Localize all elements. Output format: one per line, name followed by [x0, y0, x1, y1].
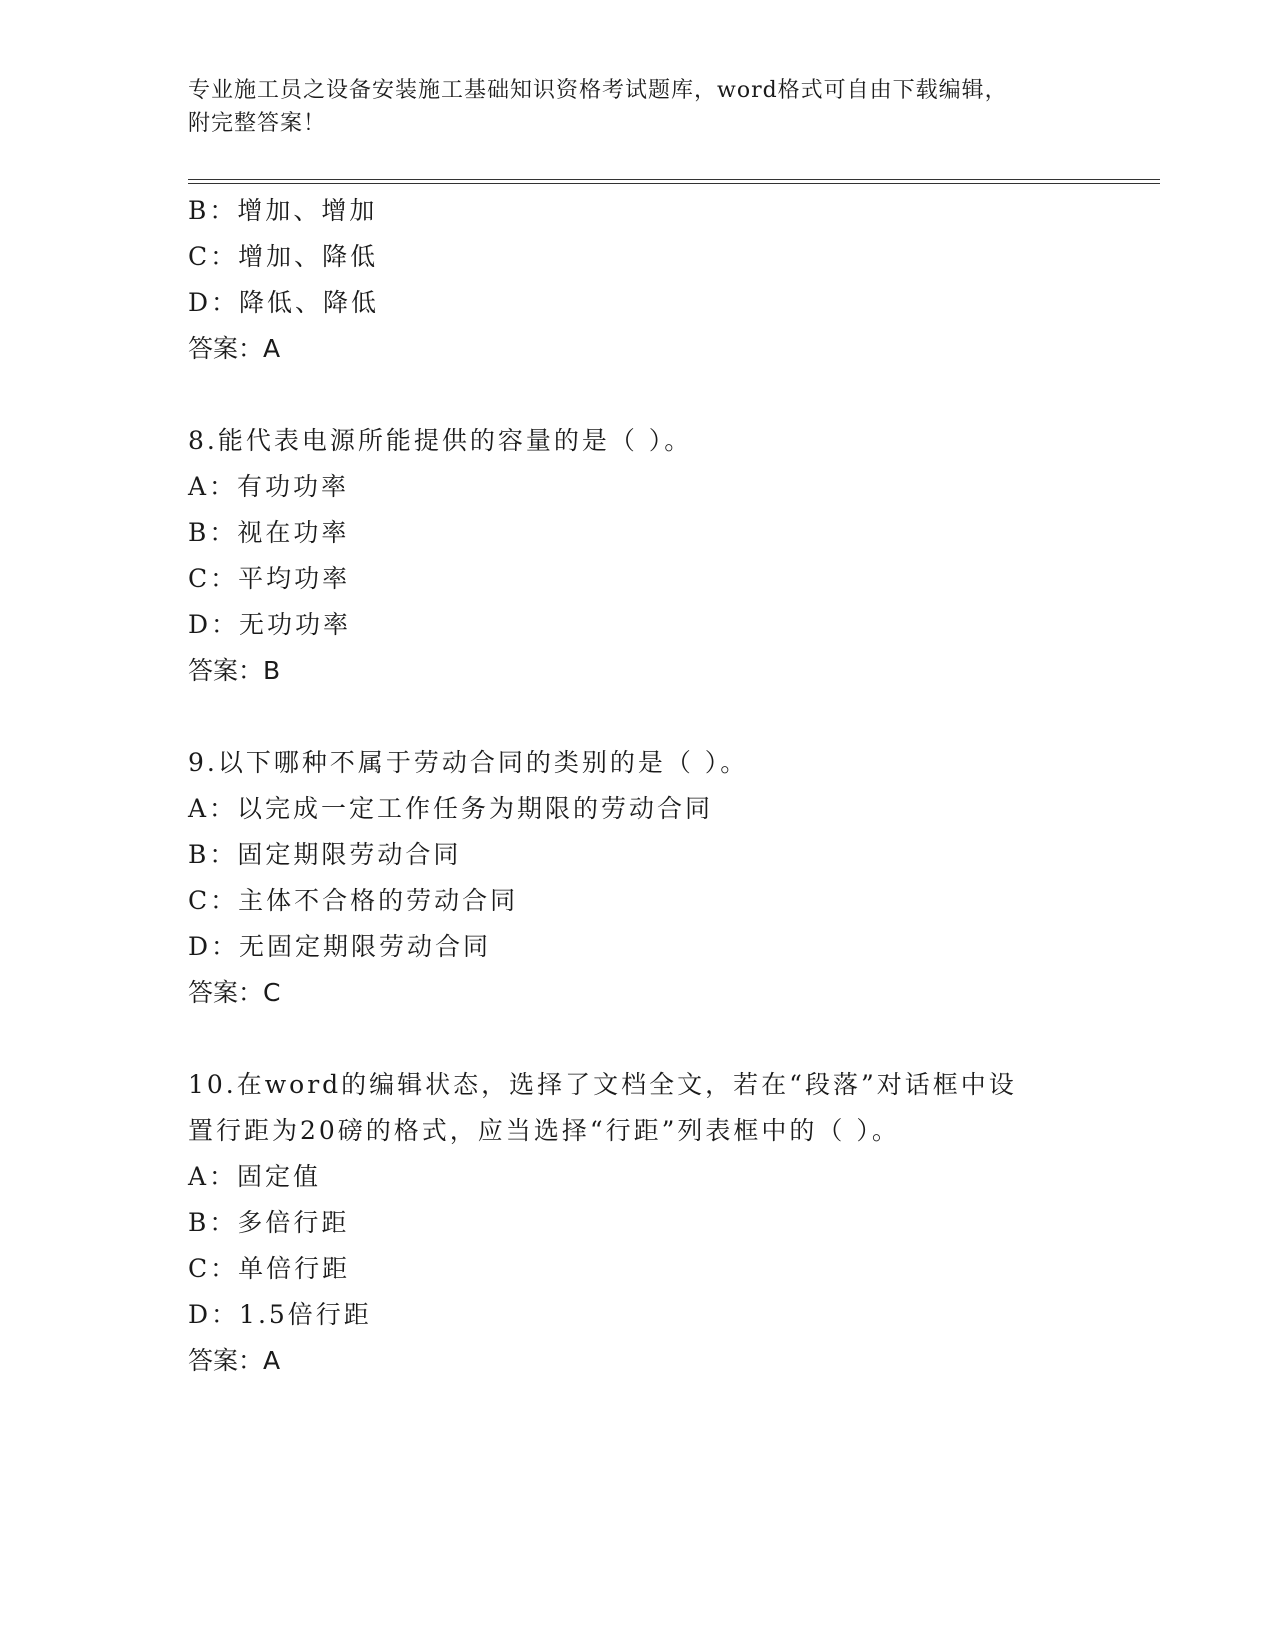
option-d: D：降低、降低: [188, 288, 380, 317]
option-a: A：固定值: [188, 1162, 322, 1191]
question-text: 8.能代表电源所能提供的容量的是（ ）。: [188, 426, 693, 455]
document-header: [188, 74, 1068, 140]
answer-line: 答案：B: [188, 656, 281, 685]
option-a: A：以完成一定工作任务为期限的劳动合同: [188, 794, 714, 823]
answer-line: 答案：A: [188, 334, 281, 363]
spacer: [188, 694, 1088, 740]
option-d: D：1.5倍行距: [188, 1300, 372, 1329]
header-line-2: 附完整答案！: [188, 111, 327, 136]
question-9: [188, 740, 1088, 1016]
answer-line: 答案：A: [188, 1346, 281, 1375]
option-a: A：有功功率: [188, 472, 350, 501]
option-c: C：主体不合格的劳动合同: [188, 886, 519, 915]
spacer: [188, 1016, 1088, 1062]
question-text-line-1: 10.在word的编辑状态，选择了文档全文，若在“段落”对话框中设: [188, 1070, 1017, 1099]
option-b: B：多倍行距: [188, 1208, 350, 1237]
option-b: B：固定期限劳动合同: [188, 840, 462, 869]
question-8: [188, 418, 1088, 694]
option-c: C：平均功率: [188, 564, 351, 593]
option-c: C：增加、降低: [188, 242, 379, 271]
answer-line: 答案：C: [188, 978, 281, 1007]
header-line-1: 专业施工员之设备安装施工基础知识资格考试题库，word格式可自由下载编辑，: [188, 78, 1008, 103]
question-list: [188, 188, 1088, 1384]
option-b: B：增加、增加: [188, 196, 378, 225]
option-b: B：视在功率: [188, 518, 350, 547]
header-divider-top: [188, 179, 1160, 180]
question-text: 9.以下哪种不属于劳动合同的类别的是（ ）。: [188, 748, 749, 777]
option-d: D：无固定期限劳动合同: [188, 932, 492, 961]
question-7-tail: [188, 188, 1088, 372]
option-c: C：单倍行距: [188, 1254, 351, 1283]
question-text-line-2: 置行距为20磅的格式，应当选择“行距”列表框中的（ ）。: [188, 1116, 900, 1145]
question-10: [188, 1062, 1088, 1384]
spacer: [188, 372, 1088, 418]
option-d: D：无功功率: [188, 610, 352, 639]
header-divider-bottom: [188, 183, 1160, 184]
